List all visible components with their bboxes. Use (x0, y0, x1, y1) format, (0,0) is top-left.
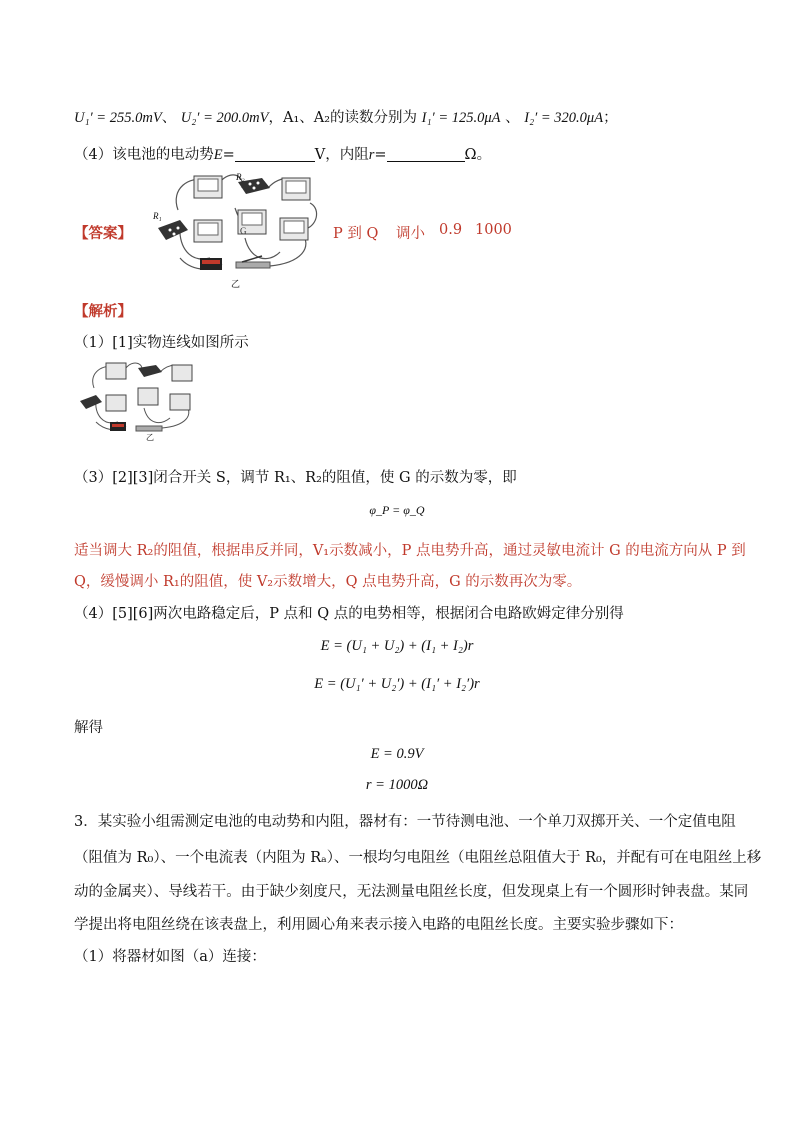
circuit-yi-label: 乙 (231, 280, 241, 290)
q3-line-3: 动的金属夹）、导线若干。由于缺少刻度尺，无法测量电阻丝长度，但发现桌上有一个圆形时钟表盘。某同 (74, 884, 749, 900)
u1-reading: U₁′ = 255.0mV (74, 110, 162, 126)
equation-2: E = (U₁′ + U₂′) + (I₁′ + I₂′)r (314, 676, 480, 692)
r-answer-blank[interactable] (387, 146, 465, 162)
i1-reading: I₁′ = 125.0μA (421, 110, 501, 126)
q4-eq1: = (222, 147, 235, 163)
answer-label: 【答案】 (74, 225, 132, 242)
q4-prefix: （4）该电池的电动势 (74, 147, 214, 163)
analysis-red-line-1: 适当调大 R₂的阻值，根据串反并同，V₁示数减小，P 点电势升高，通过灵敏电流计 G 的电流方向从 P 到 (74, 543, 746, 559)
answer-3: 0.9 (439, 222, 463, 238)
q4-eq2: = (374, 147, 387, 163)
answer-1: P 到 Q (333, 226, 379, 242)
u2-reading: U₂′ = 200.0mV (180, 110, 269, 126)
circuit-r1-label: R₁ (153, 211, 162, 221)
circuit-figure-large (150, 168, 325, 288)
readings-mid: ，A₁、A₂的读数分别为 (268, 110, 418, 126)
answer-2: 调小 (396, 226, 425, 242)
answer-4: 1000 (475, 222, 512, 238)
analysis-part-3: （3）[2][3]闭合开关 S，调节 R₁、R₂的阻值，使 G 的示数为零，即 (74, 470, 517, 486)
readings-line (74, 106, 618, 127)
q3-line-1: 3．某实验小组需测定电池的电动势和内阻，器材有：一节待测电池、一个单刀双掷开关、一个定值电阻 (74, 814, 736, 830)
readings-end: ； (603, 110, 618, 126)
analysis-label: 【解析】 (74, 303, 132, 320)
q4-r-symbol: r (368, 147, 375, 163)
circuit-figure-small (74, 358, 202, 444)
result-emf: E = 0.9V (370, 746, 424, 762)
q4-unit2: Ω。 (464, 147, 492, 163)
result-resistance: r = 1000Ω (365, 777, 429, 793)
small-circuit-yi-label: 乙 (146, 433, 154, 442)
q4-e-symbol: E (213, 147, 223, 163)
sep-1: 、 (161, 110, 177, 126)
analysis-part-4: （4）[5][6]两次电路稳定后，P 点和 Q 点的电势相等，根据闭合电路欧姆定律分别得 (74, 606, 624, 622)
e-answer-blank[interactable] (235, 146, 315, 162)
q3-line-2: （阻值为 R₀）、一个电流表（内阻为 Rₐ）、一根均匀电阻丝（电阻丝总阻值大于 R₀，并配有可在电阻丝上移 (74, 850, 762, 866)
sep-2: 、 (500, 110, 520, 126)
q3-line-4: 学提出将电阻丝绕在该表盘上，利用圆心角来表示接入电路的电阻丝长度。主要实验步骤如下： (74, 917, 683, 933)
svg-text:G: G (240, 226, 247, 236)
q4-unit1: V，内阻 (314, 147, 369, 163)
equation-1: E = (U₁ + U₂) + (I₁ + I₂)r (320, 638, 474, 654)
solve-label: 解得 (74, 720, 103, 736)
circuit-r2-label: R₂ (236, 172, 245, 182)
equation-potential: φ_P = φ_Q (369, 503, 425, 517)
question-4 (74, 143, 491, 164)
analysis-part-1: （1）[1]实物连线如图所示 (74, 335, 249, 351)
q3-line-5: （1）将器材如图（a）连接： (74, 949, 266, 965)
analysis-red-line-2: Q，缓慢调小 R₁的阻值，使 V₂示数增大，Q 点电势升高，G 的示数再次为零。 (74, 574, 582, 590)
i2-reading: I₂′ = 320.0μA (524, 110, 604, 126)
